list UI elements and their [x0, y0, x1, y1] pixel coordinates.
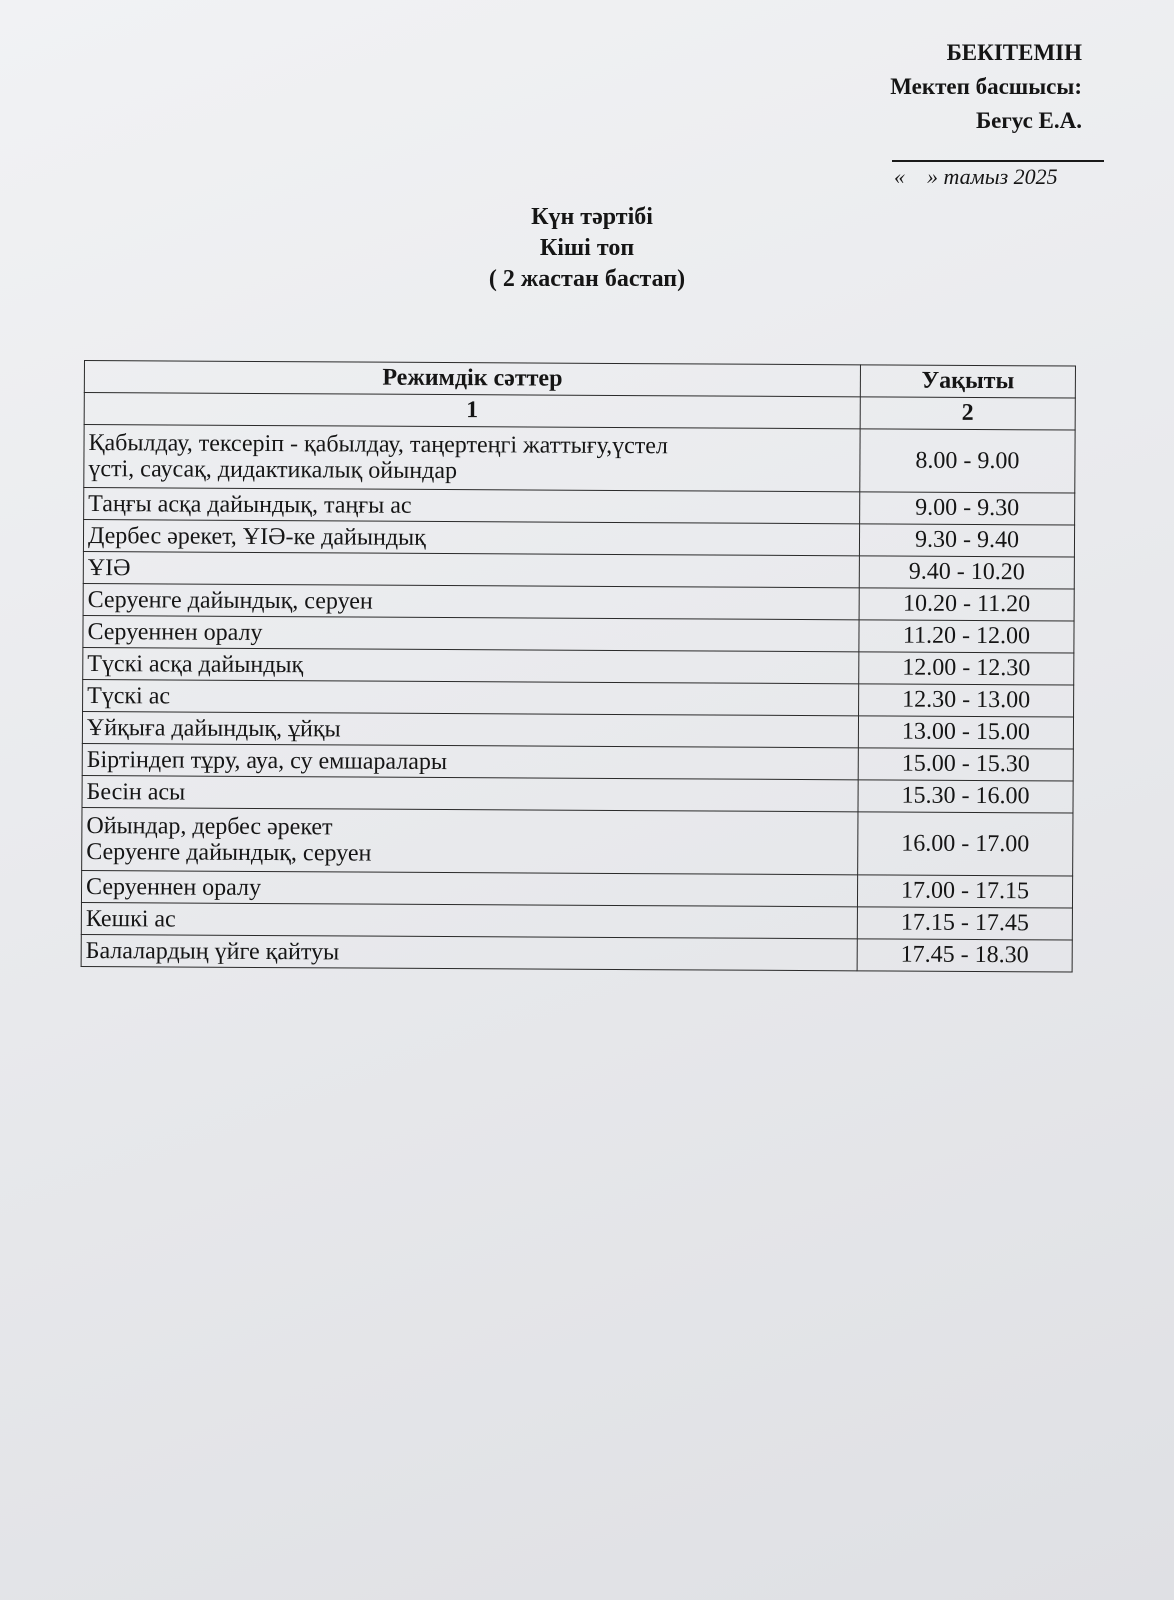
- activity-cell: [82, 711, 858, 747]
- activity-cell: [84, 488, 860, 524]
- activity-cell: [82, 775, 858, 811]
- activity-cell: [84, 425, 860, 492]
- activity-line: Серуеннен оралу: [85, 873, 262, 901]
- time-cell: 11.20 - 12.00: [859, 620, 1074, 653]
- approval-block: [890, 36, 1082, 138]
- table-row: [82, 807, 1073, 876]
- activity-cell: [81, 870, 857, 906]
- signature-line: [892, 160, 1104, 162]
- title-line-3: ( 2 жастан бастап): [488, 266, 686, 292]
- activity-cell: [81, 934, 857, 970]
- approval-date: [894, 164, 1058, 190]
- title-line-2: Кіші топ: [539, 235, 635, 261]
- activity-line: Біртіндеп тұру, ауа, су емшаралары: [86, 746, 448, 775]
- time-cell: 8.00 - 9.00: [860, 429, 1075, 493]
- activity-cell: [83, 583, 859, 619]
- activity-line: үсті, саусақ, дидактикалық ойындар: [88, 456, 458, 485]
- activity-line: Серуенге дайындық, серуен: [87, 586, 373, 615]
- activity-line: Бесін асы: [86, 778, 186, 806]
- column-number-1: 1: [84, 393, 860, 429]
- time-cell: 15.00 - 15.30: [858, 748, 1073, 781]
- date-text: » тамыз 2025: [927, 164, 1058, 189]
- date-open-quote: «: [894, 164, 905, 189]
- activity-line: Серуенге дайындық, серуен: [86, 839, 372, 867]
- time-cell: 12.30 - 13.00: [859, 684, 1074, 717]
- time-cell: 9.00 - 9.30: [860, 492, 1075, 525]
- activity-line: Кешкі ас: [85, 905, 176, 933]
- column-number-2: 2: [860, 397, 1075, 430]
- activity-line: Таңғы асқа дайындық, таңғы ас: [88, 490, 412, 519]
- approver-position: Мектеп басшысы:: [890, 74, 1082, 99]
- activity-line: Ұйқыға дайындық, ұйқы: [86, 714, 341, 742]
- title-line-1: Күн тәртібі: [531, 204, 653, 230]
- activity-line: Түскі асқа дайындық: [87, 650, 304, 678]
- activity-line: Дербес әрекет, ҰІӘ-ке дайындық: [87, 522, 426, 551]
- activity-line: Ойындар, дербес әрекет: [86, 813, 333, 841]
- header-activity: Режимдік сәттер: [84, 361, 860, 397]
- activity-cell: [83, 647, 859, 683]
- activity-line: Балалардың үйге қайтуы: [85, 937, 340, 965]
- activity-line: ҰІӘ: [87, 554, 131, 581]
- table-row: [81, 934, 1072, 972]
- activity-cell: [82, 743, 858, 779]
- time-cell: 10.20 - 11.20: [859, 588, 1074, 621]
- approver-name: Бегус Е.А.: [975, 108, 1082, 133]
- document-title: [0, 202, 1174, 295]
- time-cell: 9.30 - 9.40: [859, 524, 1074, 557]
- header-time: Уақыты: [860, 365, 1075, 398]
- activity-cell: [83, 520, 859, 556]
- time-cell: 13.00 - 15.00: [858, 716, 1073, 749]
- time-cell: 15.30 - 16.00: [858, 780, 1073, 813]
- activity-line: Түскі ас: [87, 682, 171, 709]
- approval-title: БЕКІТЕМІН: [946, 40, 1082, 65]
- time-cell: 17.00 - 17.15: [857, 875, 1072, 908]
- activity-cell: [83, 615, 859, 651]
- time-cell: 17.15 - 17.45: [857, 907, 1072, 940]
- activity-line: Серуеннен оралу: [87, 618, 263, 646]
- time-cell: 16.00 - 17.00: [858, 812, 1073, 876]
- activity-cell: [82, 807, 858, 874]
- activity-line: Қабылдау, тексеріп - қабылдау, таңертеңгі жаттығу,үстел: [88, 430, 669, 460]
- activity-cell: [83, 551, 859, 587]
- schedule-table: [81, 360, 1076, 973]
- time-cell: 12.00 - 12.30: [859, 652, 1074, 685]
- activity-cell: [81, 902, 857, 938]
- time-cell: 17.45 - 18.30: [857, 939, 1072, 972]
- activity-cell: [83, 679, 859, 715]
- time-cell: 9.40 - 10.20: [859, 556, 1074, 589]
- table-row: [84, 425, 1075, 494]
